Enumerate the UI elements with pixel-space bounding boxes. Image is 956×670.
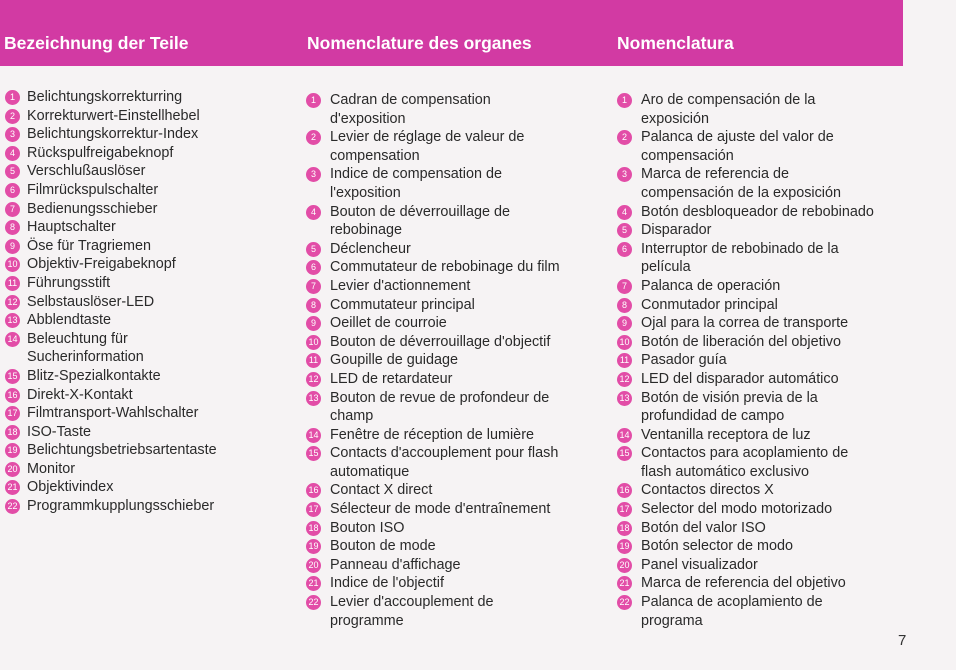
german-parts-list bbox=[5, 88, 217, 516]
item-label: Contactos para acoplamiento de bbox=[641, 445, 849, 462]
list-item bbox=[617, 574, 874, 593]
item-number-badge: 16 bbox=[306, 483, 321, 498]
list-item bbox=[306, 128, 560, 165]
list-item bbox=[306, 203, 560, 240]
item-label: LED del disparador automático bbox=[641, 370, 839, 387]
item-number-badge: 15 bbox=[617, 446, 632, 461]
item-label: Indice de compensation de bbox=[330, 166, 503, 183]
list-item bbox=[5, 162, 217, 181]
item-number-badge: 7 bbox=[306, 279, 321, 294]
item-number-badge: 21 bbox=[617, 576, 632, 591]
item-number-badge: 7 bbox=[5, 202, 20, 217]
list-item bbox=[617, 91, 874, 128]
list-item bbox=[306, 444, 560, 481]
item-number-badge: 6 bbox=[5, 183, 20, 198]
item-label: champ bbox=[330, 408, 374, 425]
item-label: Verschlußauslöser bbox=[27, 163, 146, 180]
list-item bbox=[617, 296, 874, 315]
item-label: Indice de l'objectif bbox=[330, 575, 444, 592]
item-number-badge: 12 bbox=[306, 372, 321, 387]
list-item bbox=[5, 386, 217, 405]
item-number-badge: 14 bbox=[5, 332, 20, 347]
list-item bbox=[5, 497, 217, 516]
item-label: Objektiv-Freigabeknopf bbox=[27, 256, 176, 273]
spanish-heading: Nomenclatura bbox=[617, 33, 734, 53]
item-label: Bouton de déverrouillage de bbox=[330, 203, 511, 220]
list-item bbox=[617, 203, 874, 222]
item-number-badge: 9 bbox=[5, 239, 20, 254]
item-number-badge: 15 bbox=[306, 446, 321, 461]
item-number-badge: 1 bbox=[306, 93, 321, 108]
list-item bbox=[617, 481, 874, 500]
item-label: Ventanilla receptora de luz bbox=[641, 426, 811, 443]
item-label: automatique bbox=[330, 463, 410, 480]
list-item bbox=[306, 481, 560, 500]
list-item bbox=[617, 165, 874, 202]
list-item bbox=[306, 258, 560, 277]
list-item bbox=[306, 593, 560, 630]
item-label: flash automático exclusivo bbox=[641, 463, 809, 480]
list-item bbox=[5, 107, 217, 126]
item-number-badge: 18 bbox=[617, 521, 632, 536]
item-label: Führungsstift bbox=[27, 274, 111, 291]
list-item bbox=[306, 574, 560, 593]
item-number-badge: 11 bbox=[306, 353, 321, 368]
list-item bbox=[306, 519, 560, 538]
item-label: Korrekturwert-Einstellhebel bbox=[27, 107, 200, 124]
item-label: Sucherinformation bbox=[27, 349, 144, 366]
item-number-badge: 4 bbox=[306, 205, 321, 220]
item-label: Hauptschalter bbox=[27, 219, 116, 236]
item-number-badge: 7 bbox=[617, 279, 632, 294]
list-item bbox=[306, 370, 560, 389]
item-label: Palanca de operación bbox=[641, 277, 781, 294]
item-number-badge: 22 bbox=[5, 499, 20, 514]
list-item bbox=[617, 519, 874, 538]
item-number-badge: 22 bbox=[617, 595, 632, 610]
list-item bbox=[5, 181, 217, 200]
item-label: Botón del valor ISO bbox=[641, 519, 766, 536]
item-label: Cadran de compensation bbox=[330, 92, 491, 108]
list-item bbox=[617, 333, 874, 352]
item-number-badge: 13 bbox=[306, 391, 321, 406]
item-label: Palanca de ajuste del valor de bbox=[641, 129, 834, 146]
item-label: Botón de visión previa de la bbox=[641, 389, 818, 406]
item-label: Goupille de guidage bbox=[330, 352, 459, 369]
item-label: Beleuchtung für bbox=[27, 330, 128, 347]
item-label: Conmutador principal bbox=[641, 296, 778, 313]
item-label: Filmrückspulschalter bbox=[27, 181, 159, 198]
list-item bbox=[306, 296, 560, 315]
item-label: Levier d'actionnement bbox=[330, 277, 471, 294]
spanish-parts-list bbox=[617, 91, 874, 630]
list-item bbox=[5, 255, 217, 274]
list-item bbox=[617, 426, 874, 445]
list-item bbox=[617, 537, 874, 556]
item-number-badge: 11 bbox=[5, 276, 20, 291]
item-number-badge: 5 bbox=[306, 242, 321, 257]
item-number-badge: 20 bbox=[5, 462, 20, 477]
item-label: Bedienungsschieber bbox=[27, 200, 158, 217]
item-label: Botón desbloqueador de rebobinado bbox=[641, 203, 874, 220]
item-label: compensation bbox=[330, 147, 420, 164]
item-number-badge: 10 bbox=[617, 335, 632, 350]
list-item bbox=[306, 240, 560, 259]
french-heading: Nomenclature des organes bbox=[307, 33, 532, 53]
item-label: Marca de referencia del objetivo bbox=[641, 575, 846, 592]
item-label: Selector del modo motorizado bbox=[641, 501, 833, 518]
list-item bbox=[617, 593, 874, 630]
item-label: Direkt-X-Kontakt bbox=[27, 386, 133, 403]
list-item bbox=[5, 404, 217, 423]
item-label: Abblendtaste bbox=[27, 312, 112, 329]
list-item bbox=[617, 240, 874, 277]
list-item bbox=[617, 556, 874, 575]
item-number-badge: 1 bbox=[5, 90, 20, 105]
list-item bbox=[617, 500, 874, 519]
item-label: Belichtungsbetriebsartentaste bbox=[27, 442, 217, 459]
item-number-badge: 21 bbox=[306, 576, 321, 591]
list-item bbox=[5, 237, 217, 256]
item-label: Commutateur principal bbox=[330, 296, 475, 313]
item-number-badge: 9 bbox=[617, 316, 632, 331]
item-label: Bouton de déverrouillage d'objectif bbox=[330, 333, 551, 350]
list-item bbox=[5, 367, 217, 386]
item-number-badge: 3 bbox=[306, 167, 321, 182]
item-label: ISO-Taste bbox=[27, 423, 91, 440]
list-item bbox=[5, 125, 217, 144]
item-number-badge: 2 bbox=[617, 130, 632, 145]
item-label: Commutateur de rebobinage du film bbox=[330, 259, 560, 276]
item-label: l'exposition bbox=[330, 184, 401, 201]
list-item bbox=[306, 277, 560, 296]
item-label: Objektivindex bbox=[27, 479, 114, 496]
item-number-badge: 18 bbox=[5, 425, 20, 440]
list-item bbox=[5, 423, 217, 442]
item-number-badge: 15 bbox=[5, 369, 20, 384]
list-item bbox=[617, 351, 874, 370]
item-number-badge: 19 bbox=[5, 443, 20, 458]
item-number-badge: 16 bbox=[5, 388, 20, 403]
item-label: Öse für Tragriemen bbox=[27, 237, 151, 254]
item-label: Fenêtre de réception de lumière bbox=[330, 426, 534, 443]
item-number-badge: 3 bbox=[617, 167, 632, 182]
list-item bbox=[617, 370, 874, 389]
list-item bbox=[617, 389, 874, 426]
item-number-badge: 8 bbox=[5, 220, 20, 235]
item-number-badge: 21 bbox=[5, 480, 20, 495]
item-label: Disparador bbox=[641, 222, 712, 239]
item-label: Sélecteur de mode d'entraînement bbox=[330, 501, 551, 518]
item-label: Déclencheur bbox=[330, 240, 411, 257]
list-item bbox=[5, 144, 217, 163]
item-number-badge: 2 bbox=[5, 109, 20, 124]
item-number-badge: 19 bbox=[306, 539, 321, 554]
item-label: compensación de la exposición bbox=[641, 184, 841, 201]
item-number-badge: 18 bbox=[306, 521, 321, 536]
list-item bbox=[306, 556, 560, 575]
item-label: profundidad de campo bbox=[641, 408, 785, 425]
item-label: Marca de referencia de bbox=[641, 166, 789, 183]
item-number-badge: 10 bbox=[306, 335, 321, 350]
item-number-badge: 10 bbox=[5, 257, 20, 272]
list-item bbox=[306, 426, 560, 445]
item-number-badge: 17 bbox=[617, 502, 632, 517]
item-label: Monitor bbox=[27, 460, 75, 477]
item-label: rebobinage bbox=[330, 222, 403, 239]
item-number-badge: 20 bbox=[617, 558, 632, 573]
item-label: Bouton de revue de profondeur de bbox=[330, 389, 550, 406]
item-label: exposición bbox=[641, 110, 709, 127]
item-number-badge: 5 bbox=[617, 223, 632, 238]
item-label: Ojal para la correa de transporte bbox=[641, 315, 849, 332]
item-number-badge: 1 bbox=[617, 93, 632, 108]
list-item bbox=[306, 91, 560, 128]
item-label: Belichtungskorrekturring bbox=[27, 89, 183, 105]
item-number-badge: 6 bbox=[306, 260, 321, 275]
item-number-badge: 9 bbox=[306, 316, 321, 331]
item-number-badge: 3 bbox=[5, 127, 20, 142]
item-label: programa bbox=[641, 612, 703, 629]
item-label: Oeillet de courroie bbox=[330, 315, 447, 332]
list-item bbox=[5, 330, 217, 367]
item-label: Contactos directos X bbox=[641, 482, 774, 499]
list-item bbox=[5, 200, 217, 219]
item-label: Botón de liberación del objetivo bbox=[641, 333, 842, 350]
item-number-badge: 13 bbox=[5, 313, 20, 328]
item-number-badge: 19 bbox=[617, 539, 632, 554]
list-item bbox=[617, 444, 874, 481]
item-label: Palanca de acoplamiento de bbox=[641, 594, 823, 611]
item-label: Rückspulfreigabeknopf bbox=[27, 144, 174, 161]
item-number-badge: 8 bbox=[617, 298, 632, 313]
item-label: Pasador guía bbox=[641, 352, 727, 369]
page-number: 7 bbox=[898, 632, 907, 649]
item-label: Bouton ISO bbox=[330, 519, 405, 536]
german-heading: Bezeichnung der Teile bbox=[4, 33, 189, 53]
item-number-badge: 17 bbox=[306, 502, 321, 517]
item-number-badge: 2 bbox=[306, 130, 321, 145]
item-number-badge: 12 bbox=[5, 295, 20, 310]
item-label: Interruptor de rebobinado de la bbox=[641, 240, 839, 257]
list-item bbox=[5, 478, 217, 497]
item-number-badge: 8 bbox=[306, 298, 321, 313]
item-label: Bouton de mode bbox=[330, 538, 436, 555]
list-item bbox=[306, 500, 560, 519]
item-number-badge: 20 bbox=[306, 558, 321, 573]
list-item bbox=[306, 537, 560, 556]
item-label: película bbox=[641, 259, 691, 276]
item-label: Panneau d'affichage bbox=[330, 556, 461, 573]
item-number-badge: 14 bbox=[617, 428, 632, 443]
item-number-badge: 11 bbox=[617, 353, 632, 368]
item-label: Levier de réglage de valeur de bbox=[330, 129, 525, 146]
item-number-badge: 17 bbox=[5, 406, 20, 421]
item-label: Selbstauslöser-LED bbox=[27, 293, 155, 310]
item-label: Botón selector de modo bbox=[641, 538, 793, 555]
item-label: Contacts d'accouplement pour flash bbox=[330, 445, 559, 462]
list-item bbox=[306, 314, 560, 333]
header-banner bbox=[0, 0, 903, 66]
list-item bbox=[5, 88, 217, 107]
item-label: programme bbox=[330, 612, 404, 629]
item-label: d'exposition bbox=[330, 110, 406, 127]
item-number-badge: 13 bbox=[617, 391, 632, 406]
item-number-badge: 5 bbox=[5, 164, 20, 179]
item-label: Belichtungskorrektur-Index bbox=[27, 126, 199, 143]
list-item bbox=[306, 389, 560, 426]
list-item bbox=[617, 314, 874, 333]
item-label: Contact X direct bbox=[330, 482, 433, 499]
item-number-badge: 6 bbox=[617, 242, 632, 257]
item-number-badge: 4 bbox=[617, 205, 632, 220]
list-item bbox=[5, 441, 217, 460]
item-label: Filmtransport-Wahlschalter bbox=[27, 405, 199, 422]
item-label: Aro de compensación de la bbox=[641, 92, 816, 108]
list-item bbox=[617, 221, 874, 240]
item-number-badge: 14 bbox=[306, 428, 321, 443]
item-label: Levier d'accouplement de bbox=[330, 594, 494, 611]
list-item bbox=[306, 351, 560, 370]
list-item bbox=[306, 165, 560, 202]
item-label: Panel visualizador bbox=[641, 556, 758, 573]
list-item bbox=[5, 293, 217, 312]
list-item bbox=[5, 460, 217, 479]
list-item bbox=[306, 333, 560, 352]
list-item bbox=[5, 218, 217, 237]
item-label: Programmkupplungsschieber bbox=[27, 498, 215, 515]
item-number-badge: 22 bbox=[306, 595, 321, 610]
item-label: LED de retardateur bbox=[330, 370, 453, 387]
list-item bbox=[5, 274, 217, 293]
list-item bbox=[617, 277, 874, 296]
item-number-badge: 16 bbox=[617, 483, 632, 498]
item-number-badge: 4 bbox=[5, 146, 20, 161]
item-number-badge: 12 bbox=[617, 372, 632, 387]
item-label: compensación bbox=[641, 147, 734, 164]
item-label: Blitz-Spezialkontakte bbox=[27, 367, 161, 384]
list-item bbox=[617, 128, 874, 165]
french-parts-list bbox=[306, 91, 560, 630]
list-item bbox=[5, 311, 217, 330]
